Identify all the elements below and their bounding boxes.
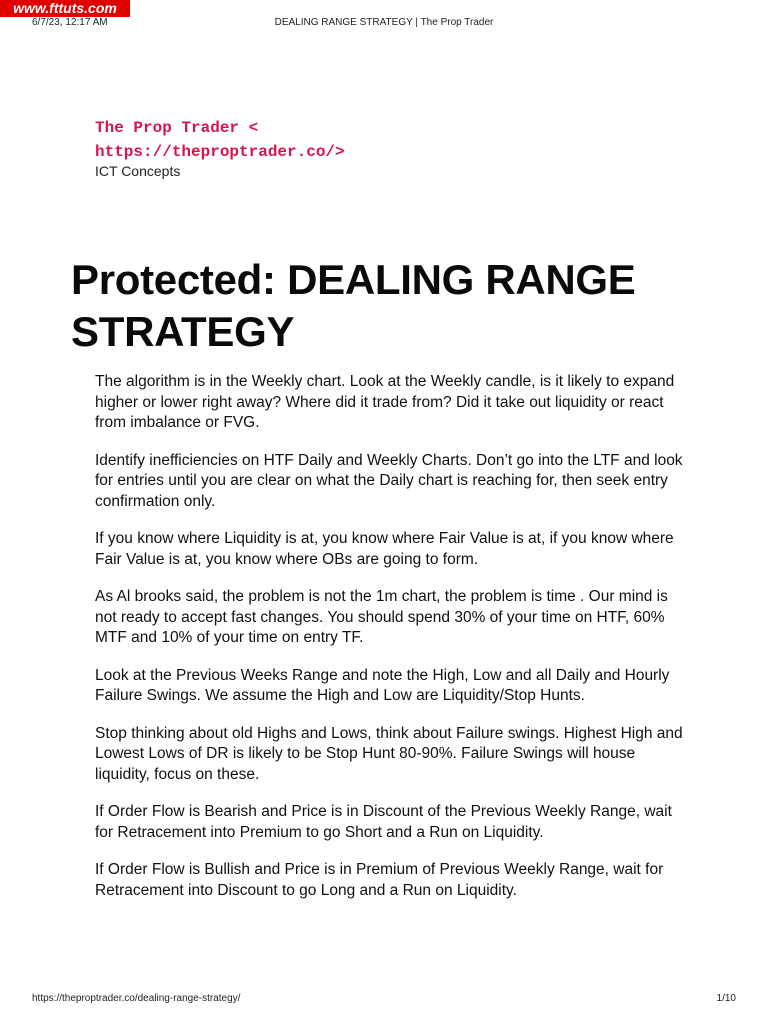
- print-footer: [32, 993, 736, 1007]
- paragraph: Look at the Previous Weeks Range and note the High, Low and all Daily and Hourly Failure Swings. We assume the High and Low are Liquidity/Stop Hunts.: [95, 666, 670, 704]
- category-label: [95, 163, 180, 179]
- paragraph: Stop thinking about old Highs and Lows, think about Failure swings. Highest High and Lowest Lows of DR is likely to be Stop Hunt 80-90%. Failure Swings will house liquidity, focus on these.: [95, 724, 683, 783]
- print-datetime: 6/7/23, 12:17 AM: [32, 17, 108, 28]
- print-header: [32, 17, 736, 31]
- page-number: 1/10: [716, 993, 736, 1004]
- paragraph: If you know where Liquidity is at, you know where Fair Value is at, if you know where Fair Value is at, you know where OBs are going to form.: [95, 530, 674, 568]
- paragraph: Identify inefficiencies on HTF Daily and Weekly Charts. Don’t go into the LTF and look for entries until you are clear on what the Daily chart is reaching for, then seek entry confirmation only.: [95, 451, 683, 510]
- watermark-badge: www.fttuts.com: [0, 0, 130, 17]
- paragraph: As Al brooks said, the problem is not the 1m chart, the problem is time . Our mind is not ready to accept fast changes. You should spend 30% of your time on HTF, 60% MTF and 10% of your time on entry TF.: [95, 588, 668, 646]
- article-body: [95, 372, 685, 918]
- paragraph: If Order Flow is Bullish and Price is in Premium of Previous Weekly Range, wait for Retracement into Discount to go Long and a Run on Liquidity.: [95, 861, 664, 899]
- site-name-line[interactable]: The Prop Trader <: [95, 119, 259, 137]
- site-link[interactable]: [95, 116, 495, 164]
- paragraph: If Order Flow is Bearish and Price is in Discount of the Previous Weekly Range, wait for Retracement into Premium to go Short and a Run on Liquidity.: [95, 803, 672, 841]
- category-link[interactable]: ICT Concepts: [95, 163, 181, 179]
- page-url: https://theproptrader.co/dealing-range-strategy/: [32, 993, 241, 1004]
- paragraph: The algorithm is in the Weekly chart. Look at the Weekly candle, is it likely to expand higher or lower right away? Where did it trade from? Did it take out liquidity or react from imbalance or FVG.: [95, 373, 675, 431]
- site-url-line[interactable]: https://theproptrader.co/>: [95, 143, 345, 161]
- article-title: Protected: DEALING RANGE STRATEGY: [71, 256, 636, 355]
- print-page-title: DEALING RANGE STRATEGY | The Prop Trader: [274, 17, 494, 28]
